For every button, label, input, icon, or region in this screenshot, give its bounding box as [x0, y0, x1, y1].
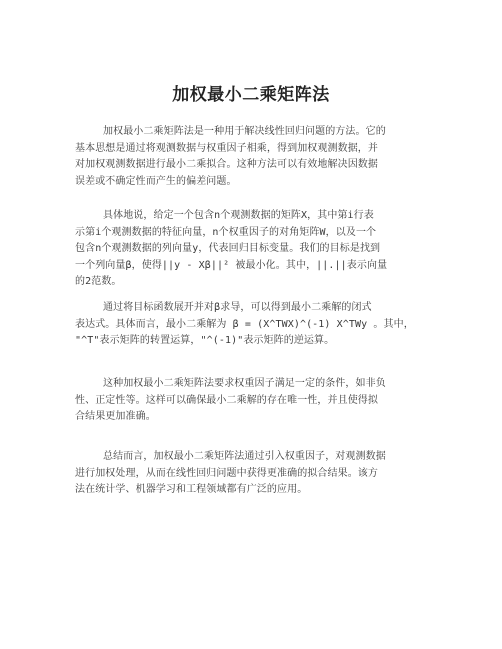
paragraph-line: 表达式。具体而言，最小二乘解为 β = (X^TWX)^(-1) X^TWy 。其中， [75, 318, 414, 330]
paragraph-line: 通过将目标函数展开并对β求导，可以得到最小二乘解的闭式 [103, 302, 372, 313]
paragraph-line: 一个列向量β，使得||y - Xβ||² 被最小化。其中，||.||表示向量 [75, 259, 388, 271]
paragraph-line: 总结而言，加权最小二乘矩阵法通过引入权重因子，对观测数据 [103, 451, 386, 462]
paragraph-line: 误差或不确定性而产生的偏差问题。 [75, 175, 237, 187]
paragraph-line: 性、正定性等。这样可以确保最小二乘解的存在唯一性，并且使得拟 [75, 394, 378, 406]
paragraph-line: 示第i个观测数据的特征向量，n个权重因子的对角矩阵W，以及一个 [75, 226, 377, 238]
paragraph-line: 合结果更加准确。 [75, 411, 156, 422]
paragraph-line: 具体地说，给定一个包含n个观测数据的矩阵X，其中第i行表 [103, 210, 374, 221]
paragraph-line: 的2范数。 [75, 276, 122, 287]
paragraph-line: 这种加权最小二乘矩阵法要求权重因子满足一定的条件，如非负 [103, 378, 386, 389]
paragraph-2 [75, 208, 435, 291]
paragraph-line: 进行加权处理，从而在线性回归问题中获得更准确的拟合结果。该方 [75, 467, 378, 479]
paragraph-line: 包含n个观测数据的列向量y，代表回归目标变量。我们的目标是找到 [75, 243, 381, 254]
paragraph-3 [75, 300, 435, 350]
document-title: 加权最小二乘矩阵法 [172, 85, 330, 105]
paragraph-line: 对加权观测数据进行最小二乘拟合。这种方法可以有效地解决因数据 [75, 159, 378, 170]
paragraph-line: "^T"表示矩阵的转置运算，"^(-1)"表示矩阵的逆运算。 [75, 335, 335, 346]
paragraph-1 [75, 124, 435, 190]
paragraph-4 [75, 376, 435, 426]
paragraph-line: 加权最小二乘矩阵法是一种用于解决线性回归问题的方法。它的 [103, 126, 386, 137]
paragraph-5 [75, 449, 435, 499]
paragraph-line: 法在统计学、机器学习和工程领域都有广泛的应用。 [75, 484, 308, 495]
paragraph-line: 基本思想是通过将观测数据与权重因子相乘，得到加权观测数据，并 [75, 142, 378, 154]
